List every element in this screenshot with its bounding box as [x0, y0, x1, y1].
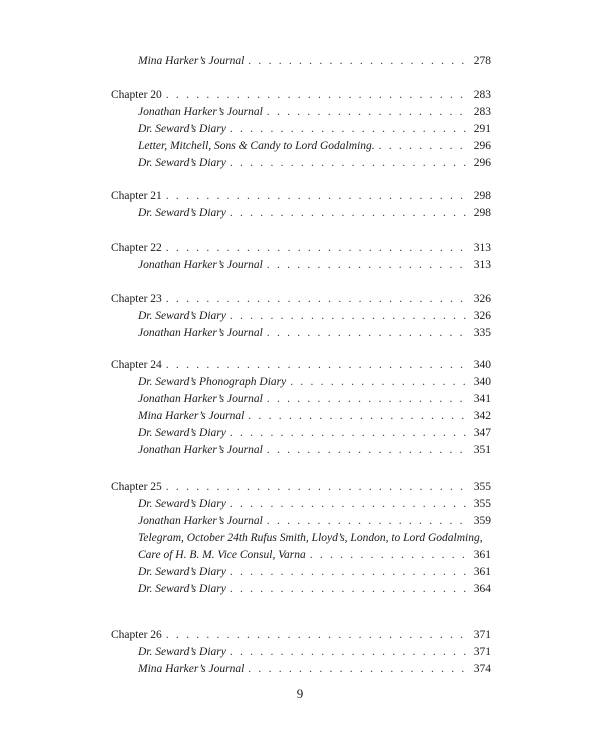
- entry-page-number: 371: [473, 629, 491, 641]
- entry-label: Jonathan Harker’s Journal: [138, 393, 263, 405]
- entry-label: Mina Harker’s Journal: [138, 55, 245, 67]
- entry-label: Chapter 26: [111, 629, 162, 641]
- dot-leader: [166, 357, 467, 374]
- dot-leader: [248, 408, 467, 425]
- toc-entry[interactable]: [138, 442, 491, 459]
- entry-label: Dr. Seward’s Diary: [138, 566, 226, 578]
- entry-page-number: 291: [473, 123, 491, 135]
- entry-page-number: 313: [473, 242, 491, 254]
- toc-chapter[interactable]: [111, 87, 491, 104]
- entry-label: Dr. Seward’s Diary: [138, 310, 226, 322]
- page-number: 9: [296, 686, 304, 701]
- entry-label: Dr. Seward’s Diary: [138, 427, 226, 439]
- entry-page-number: 298: [473, 190, 491, 202]
- entry-label: Chapter 23: [111, 293, 162, 305]
- entry-label: Jonathan Harker’s Journal: [138, 106, 263, 118]
- toc-entry[interactable]: [138, 325, 491, 342]
- dot-leader: [166, 188, 467, 205]
- entry-label: Care of H. B. M. Vice Consul, Varna: [138, 549, 306, 561]
- dot-leader: [230, 155, 467, 172]
- entry-page-number: 340: [473, 376, 491, 388]
- entry-page-number: 298: [473, 207, 491, 219]
- entry-page-number: 371: [473, 646, 491, 658]
- entry-page-number: 361: [473, 549, 491, 561]
- entry-label: Telegram, October 24th Rufus Smith, Lloyd’s, London, to Lord Godalming,: [138, 532, 483, 544]
- entry-page-number: 340: [473, 359, 491, 371]
- toc-entry[interactable]: [138, 374, 491, 391]
- entry-page-number: 351: [473, 444, 491, 456]
- dot-leader: [267, 391, 467, 408]
- entry-page-number: 361: [473, 566, 491, 578]
- entry-label: Dr. Seward’s Diary: [138, 498, 226, 510]
- entry-label: Chapter 24: [111, 359, 162, 371]
- entry-label: Jonathan Harker’s Journal: [138, 515, 263, 527]
- toc-entry[interactable]: [138, 308, 491, 325]
- entry-page-number: 283: [473, 106, 491, 118]
- toc-entry[interactable]: [138, 138, 491, 155]
- dot-leader: [230, 205, 467, 222]
- entry-page-number: 359: [473, 515, 491, 527]
- entry-label: Dr. Seward’s Diary: [138, 207, 226, 219]
- entry-label: Chapter 25: [111, 481, 162, 493]
- dot-leader: [267, 257, 467, 274]
- entry-label: Chapter 22: [111, 242, 162, 254]
- toc-entry[interactable]: [138, 547, 491, 564]
- entry-page-number: 342: [473, 410, 491, 422]
- dot-leader: [267, 513, 467, 530]
- entry-page-number: 341: [473, 393, 491, 405]
- toc-entry[interactable]: [138, 581, 491, 598]
- entry-page-number: 278: [473, 55, 491, 67]
- entry-page-number: 296: [473, 157, 491, 169]
- dot-leader: [230, 564, 467, 581]
- toc-entry[interactable]: [138, 53, 491, 70]
- toc-entry[interactable]: [138, 205, 491, 222]
- toc-entry[interactable]: [138, 425, 491, 442]
- toc-entry[interactable]: [138, 391, 491, 408]
- entry-page-number: 374: [473, 663, 491, 675]
- dot-leader: [230, 425, 467, 442]
- dot-leader: [166, 87, 467, 104]
- dot-leader: [379, 138, 467, 155]
- dot-leader: [290, 374, 467, 391]
- entry-page-number: 326: [473, 293, 491, 305]
- entry-label: Jonathan Harker’s Journal: [138, 444, 263, 456]
- dot-leader: [267, 325, 467, 342]
- toc-entry[interactable]: [138, 155, 491, 172]
- dot-leader: [248, 53, 467, 70]
- entry-page-number: 355: [473, 481, 491, 493]
- dot-leader: [230, 581, 467, 598]
- entry-label: Dr. Seward’s Diary: [138, 583, 226, 595]
- toc-entry[interactable]: [138, 121, 491, 138]
- dot-leader: [230, 308, 467, 325]
- dot-leader: [230, 121, 467, 138]
- dot-leader: [166, 291, 467, 308]
- entry-page-number: 364: [473, 583, 491, 595]
- dot-leader: [267, 104, 467, 121]
- entry-page-number: 335: [473, 327, 491, 339]
- toc-entry[interactable]: [138, 661, 491, 678]
- entry-page-number: 326: [473, 310, 491, 322]
- entry-label: Jonathan Harker’s Journal: [138, 259, 263, 271]
- dot-leader: [166, 479, 467, 496]
- toc-entry[interactable]: [138, 104, 491, 121]
- toc-entry[interactable]: [138, 644, 491, 661]
- entry-page-number: 283: [473, 89, 491, 101]
- toc-chapter[interactable]: [111, 291, 491, 308]
- toc-chapter[interactable]: [111, 188, 491, 205]
- dot-leader: [267, 442, 467, 459]
- dot-leader: [230, 496, 467, 513]
- dot-leader: [230, 644, 467, 661]
- toc-chapter[interactable]: [111, 240, 491, 257]
- entry-label: Chapter 20: [111, 89, 162, 101]
- entry-label: Mina Harker’s Journal: [138, 410, 245, 422]
- toc-chapter[interactable]: [111, 357, 491, 374]
- entry-label: Dr. Seward’s Phonograph Diary: [138, 376, 287, 388]
- entry-page-number: 296: [473, 140, 491, 152]
- entry-label: Jonathan Harker’s Journal: [138, 327, 263, 339]
- toc-chapter[interactable]: [111, 479, 491, 496]
- toc-entry-line1[interactable]: [138, 530, 491, 547]
- toc-entry[interactable]: [138, 513, 491, 530]
- toc-chapter[interactable]: [111, 627, 491, 644]
- entry-page-number: 313: [473, 259, 491, 271]
- toc-entry[interactable]: [138, 496, 491, 513]
- dot-leader: [310, 547, 467, 564]
- dot-leader: [248, 661, 467, 678]
- entry-label: Dr. Seward’s Diary: [138, 123, 226, 135]
- entry-label: Letter, Mitchell, Sons & Candy to Lord Godalming.: [138, 140, 375, 152]
- entry-page-number: 355: [473, 498, 491, 510]
- toc-entry[interactable]: [138, 408, 491, 425]
- dot-leader: [166, 627, 467, 644]
- entry-page-number: 347: [473, 427, 491, 439]
- entry-label: Chapter 21: [111, 190, 162, 202]
- entry-label: Mina Harker’s Journal: [138, 663, 245, 675]
- toc-entry[interactable]: [138, 564, 491, 581]
- entry-label: Dr. Seward’s Diary: [138, 646, 226, 658]
- toc-entry[interactable]: [138, 257, 491, 274]
- entry-label: Dr. Seward’s Diary: [138, 157, 226, 169]
- dot-leader: [166, 240, 467, 257]
